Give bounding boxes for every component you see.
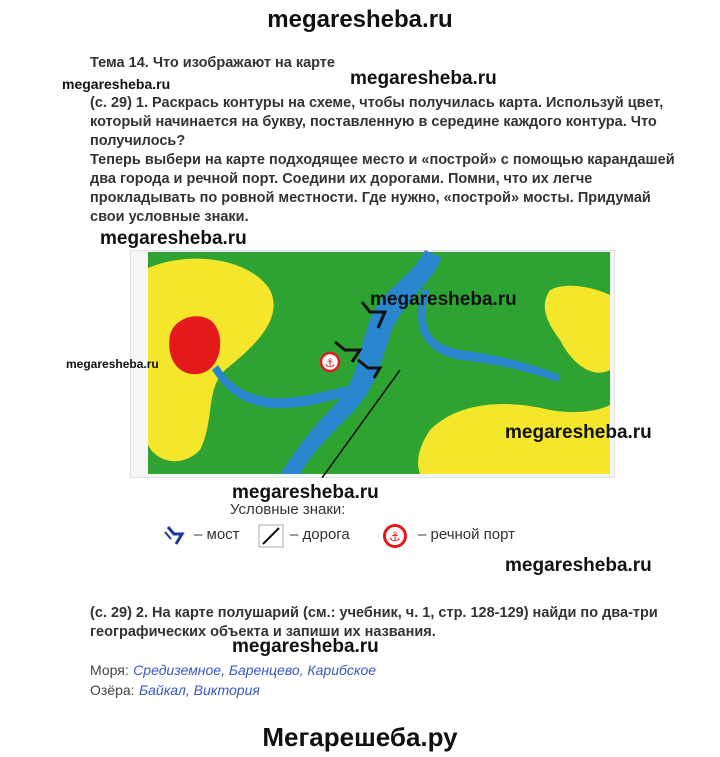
watermark: megaresheba.ru bbox=[370, 289, 517, 310]
port-icon bbox=[382, 523, 408, 549]
legend-title: Условные знаки: bbox=[230, 501, 346, 518]
site-footer: Мегарешеба.ру bbox=[262, 722, 458, 752]
watermark: megaresheba.ru bbox=[100, 228, 247, 249]
task1-line: Теперь выбери на карте подходящее место и «построй» с помощью карандашей bbox=[90, 152, 675, 168]
task1-line: два города и речной порт. Соедини их дорогами. Помни, что их легче bbox=[90, 171, 593, 187]
task2-text bbox=[90, 604, 710, 642]
watermark: megaresheba.ru bbox=[232, 482, 379, 503]
watermark: megaresheba.ru bbox=[505, 555, 652, 576]
task1-line: прокладывать по ровной местности. Где нужно, «построй» мосты. Придумай bbox=[90, 190, 651, 206]
watermark: megaresheba.ru bbox=[350, 68, 497, 89]
map-red-area bbox=[169, 316, 220, 374]
task1-text bbox=[90, 94, 710, 227]
task1-line: который начинается на букву, поставленную в середине каждого контура. Что bbox=[90, 114, 657, 130]
answer-seas bbox=[90, 662, 376, 680]
answer-lakes-value: Байкал, Виктория bbox=[139, 682, 260, 698]
map-port-icon bbox=[321, 353, 339, 371]
task1-line: (с. 29) 1. Раскрась контуры на схеме, чтобы получилась карта. Используй цвет, bbox=[90, 95, 664, 111]
watermark: megaresheba.ru bbox=[232, 636, 379, 657]
watermark: megaresheba.ru bbox=[66, 357, 159, 371]
task1-line: свои условные знаки. bbox=[90, 209, 249, 225]
svg-text:⚓: ⚓ bbox=[389, 530, 401, 545]
task2-line: географических объекта и запиши их названия. bbox=[90, 624, 436, 640]
topic-title: Тема 14. Что изображают на карте bbox=[90, 55, 335, 71]
answer-lakes-label: Озёра: bbox=[90, 682, 135, 698]
answer-lakes bbox=[90, 682, 260, 700]
task2-line: (с. 29) 2. На карте полушарий (см.: учебник, ч. 1, стр. 128-129) найди по два-три bbox=[90, 605, 658, 621]
svg-text:⚓: ⚓ bbox=[324, 356, 336, 370]
legend-bridge-label: – мост bbox=[194, 526, 240, 543]
watermark: megaresheba.ru bbox=[505, 422, 652, 443]
road-icon bbox=[258, 524, 284, 548]
site-header: megaresheba.ru bbox=[267, 6, 453, 33]
legend-road-label: – дорога bbox=[290, 526, 350, 543]
legend-port-label: – речной порт bbox=[418, 526, 516, 543]
answer-seas-label: Моря: bbox=[90, 662, 129, 678]
task1-line: получилось? bbox=[90, 133, 186, 149]
answer-seas-value: Средиземное, Баренцево, Карибское bbox=[133, 662, 377, 678]
watermark: megaresheba.ru bbox=[62, 76, 171, 92]
bridge-icon bbox=[162, 524, 188, 548]
legend-row bbox=[162, 524, 592, 550]
